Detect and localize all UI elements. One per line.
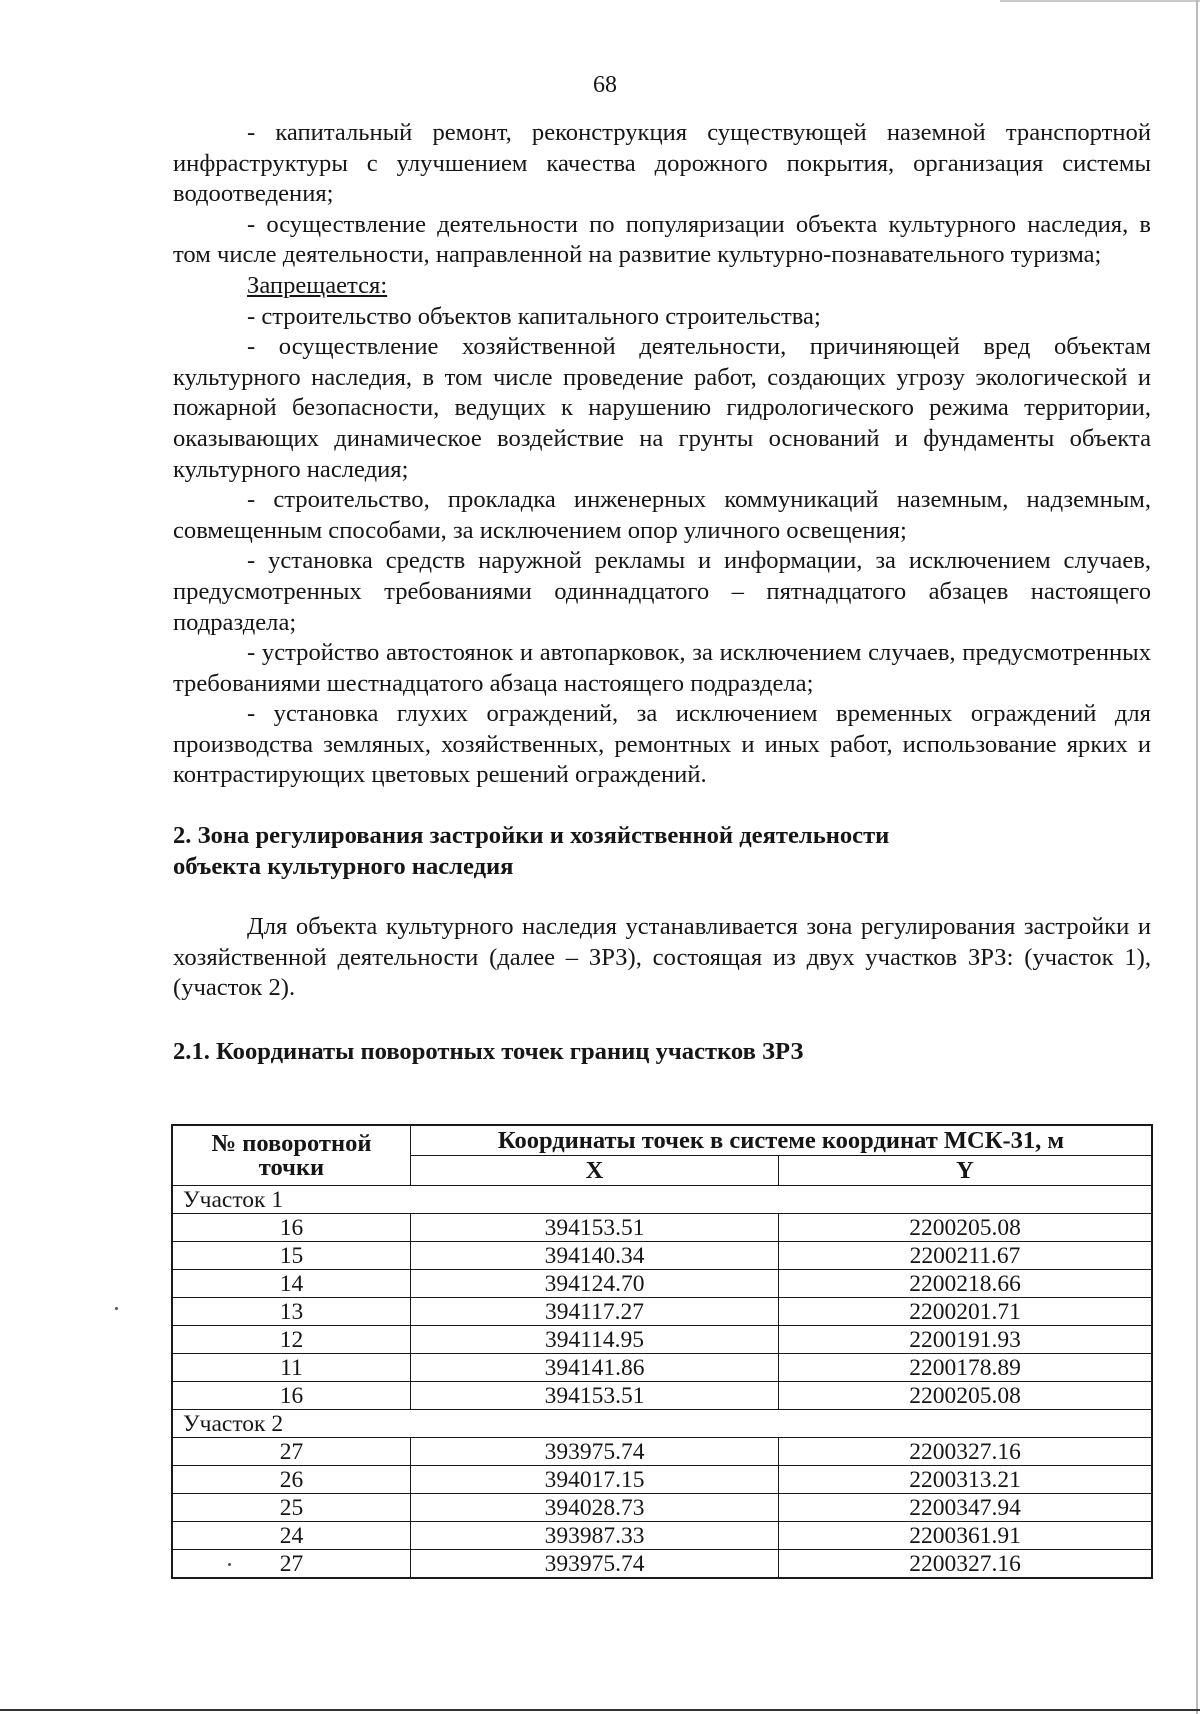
- point-cell: 11: [172, 1354, 411, 1382]
- header-coordinates: Координаты точек в системе координат МСК-31, м: [411, 1125, 1153, 1156]
- y-cell: 2200361.91: [779, 1522, 1153, 1550]
- point-cell: 14: [172, 1270, 411, 1298]
- document-body: [173, 118, 1151, 1068]
- y-cell: 2200205.08: [779, 1214, 1153, 1242]
- point-cell: 27: [172, 1550, 411, 1579]
- y-cell: 2200347.94: [779, 1494, 1153, 1522]
- paragraph-fencing-ban: - установка глухих ограждений, за исключением временных ограждений для производства земляных, хозяйственных, ремонтных и иных работ, использование ярких и контрастирующих цветовых решений ограждений.: [173, 700, 1151, 789]
- paragraph-utilities-ban: - строительство, прокладка инженерных коммуникаций наземным, надземным, совмещенным способами, за исключением опор уличного освещения;: [173, 486, 1151, 544]
- section-2-heading-line2: объекта культурного наследия: [173, 852, 514, 880]
- section-label: Участок 1: [172, 1186, 1152, 1214]
- y-cell: 2200178.89: [779, 1354, 1153, 1382]
- paragraph-parking-ban: - устройство автостоянок и автопарковок, за исключением случаев, предусмотренных требованиями шестнадцатого абзаца настоящего подраздела;: [173, 639, 1151, 697]
- point-cell: 12: [172, 1326, 411, 1354]
- x-cell: 394153.51: [411, 1382, 779, 1410]
- scan-speck: [228, 1563, 231, 1566]
- x-cell: 394114.95: [411, 1326, 779, 1354]
- scan-edge-top: [1000, 0, 1200, 2]
- prohibited-label: [173, 271, 1151, 302]
- x-cell: 394153.51: [411, 1214, 779, 1242]
- x-cell: 394140.34: [411, 1242, 779, 1270]
- x-cell: 394117.27: [411, 1298, 779, 1326]
- table-row: [172, 1438, 1152, 1466]
- section-label: Участок 2: [172, 1410, 1152, 1438]
- table-row: [172, 1522, 1152, 1550]
- table-row: [172, 1550, 1152, 1579]
- table-row: [172, 1270, 1152, 1298]
- table-row: [172, 1494, 1152, 1522]
- section-2-1-heading: 2.1. Координаты поворотных точек границ участков ЗРЗ: [173, 1038, 804, 1066]
- scan-edge-bottom: [0, 1709, 1200, 1711]
- x-cell: 394141.86: [411, 1354, 779, 1382]
- point-cell: 26: [172, 1466, 411, 1494]
- table-row: [172, 1466, 1152, 1494]
- header-x: X: [411, 1156, 779, 1186]
- table-row: [172, 1298, 1152, 1326]
- point-cell: 25: [172, 1494, 411, 1522]
- scan-edge-right: [1196, 0, 1198, 1714]
- point-cell: 16: [172, 1382, 411, 1410]
- scan-speck: [115, 1307, 118, 1310]
- point-cell: 27: [172, 1438, 411, 1466]
- x-cell: 393987.33: [411, 1522, 779, 1550]
- section-row: [172, 1410, 1152, 1438]
- x-cell: 393975.74: [411, 1550, 779, 1579]
- table-row: [172, 1214, 1152, 1242]
- y-cell: 2200327.16: [779, 1438, 1153, 1466]
- table-row: [172, 1242, 1152, 1270]
- y-cell: 2200218.66: [779, 1270, 1153, 1298]
- y-cell: 2200205.08: [779, 1382, 1153, 1410]
- x-cell: 394124.70: [411, 1270, 779, 1298]
- y-cell: 2200211.67: [779, 1242, 1153, 1270]
- y-cell: 2200201.71: [779, 1298, 1153, 1326]
- paragraph-construction-ban: - строительство объектов капитального строительства;: [247, 302, 821, 330]
- section-row: [172, 1186, 1152, 1214]
- y-cell: 2200327.16: [779, 1550, 1153, 1579]
- point-cell: 13: [172, 1298, 411, 1326]
- point-cell: 15: [172, 1242, 411, 1270]
- point-cell: 24: [172, 1522, 411, 1550]
- section-2-heading-line1: 2. Зона регулирования застройки и хозяйственной деятельности: [173, 822, 890, 850]
- prohibited-label-text: Запрещается:: [247, 271, 388, 299]
- table-row: [172, 1354, 1152, 1382]
- table-row: [172, 1382, 1152, 1410]
- table-row: [172, 1326, 1152, 1354]
- table-header-row: [172, 1125, 1152, 1156]
- x-cell: 394017.15: [411, 1466, 779, 1494]
- y-cell: 2200191.93: [779, 1326, 1153, 1354]
- x-cell: 393975.74: [411, 1438, 779, 1466]
- page-number: 68: [593, 72, 617, 98]
- paragraph-advertising-ban: - установка средств наружной рекламы и информации, за исключением случаев, предусмотренных требованиями одиннадцатого – пятнадцатого абзацев настоящего подраздела;: [173, 547, 1151, 636]
- paragraph-road-repair: - капитальный ремонт, реконструкция существующей наземной транспортной инфраструктуры с улучшением качества дорожного покрытия, организация системы водоотведения;: [173, 119, 1151, 208]
- header-y: Y: [779, 1156, 1153, 1186]
- section-2-intro: Для объекта культурного наследия устанавливается зона регулирования застройки и хозяйственной деятельности (далее – ЗРЗ), состоящая из двух участков ЗРЗ: (участок 1), (участок 2).: [173, 913, 1151, 1002]
- y-cell: 2200313.21: [779, 1466, 1153, 1494]
- coordinates-table: [171, 1124, 1153, 1579]
- paragraph-popularization: - осуществление деятельности по популяризации объекта культурного наследия, в том числе деятельности, направленной на развитие культурно-познавательного туризма;: [173, 210, 1151, 269]
- x-cell: 394028.73: [411, 1494, 779, 1522]
- header-point-number: № поворотной точки: [172, 1125, 411, 1186]
- paragraph-economic-activity-ban: - осуществление хозяйственной деятельности, причиняющей вред объектам культурного наследия, в том числе проведение работ, создающих угрозу экологической и пожарной безопасности, ведущих к нарушению гидрологического режима территории, оказывающих динамическое воздействие на грунты оснований и фундаменты объекта культурного наследия;: [173, 333, 1151, 483]
- point-cell: 16: [172, 1214, 411, 1242]
